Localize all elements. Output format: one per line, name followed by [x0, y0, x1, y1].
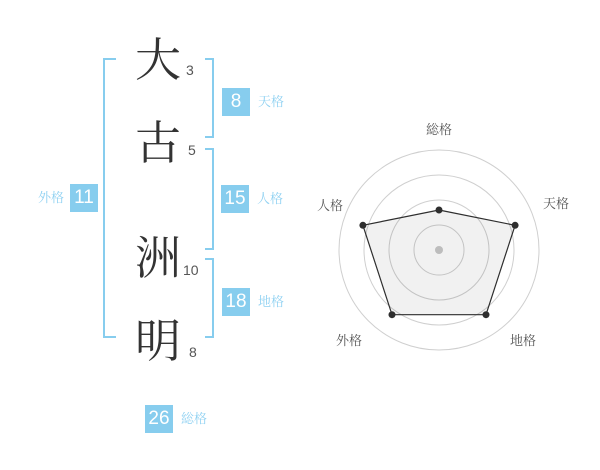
gaikaku-value-box: 11 [70, 184, 98, 212]
jinkaku-value-box: 15 [221, 185, 249, 213]
stroke-count-4: 8 [189, 344, 197, 360]
soukaku-value-box: 26 [145, 405, 173, 433]
name-char-2: 古 [135, 117, 181, 169]
chikaku-label: 地格 [258, 294, 285, 309]
name-char-3: 洲 [135, 232, 181, 284]
stroke-count-3: 10 [183, 262, 199, 278]
chikaku-value-box: 18 [222, 288, 250, 316]
radar-axis-label-chikaku: 地格 [510, 333, 537, 348]
tenkaku-label: 天格 [258, 94, 285, 109]
soukaku-label: 総格 [181, 411, 208, 426]
stroke-count-2: 5 [188, 142, 196, 158]
radar-axis-label-gaikaku: 外格 [336, 333, 363, 348]
tenkaku-value-box: 8 [222, 88, 250, 116]
name-char-1: 大 [135, 34, 181, 86]
radar-axis-label-tenkaku: 天格 [543, 196, 570, 211]
jinkaku-label: 人格 [257, 191, 284, 206]
stroke-count-1: 3 [186, 62, 194, 78]
radar-axis-label-jinkaku: 人格 [317, 198, 344, 213]
name-char-4: 明 [135, 315, 181, 367]
radar-axis-label-soukaku: 総格 [426, 122, 453, 137]
gaikaku-label: 外格 [38, 190, 65, 205]
